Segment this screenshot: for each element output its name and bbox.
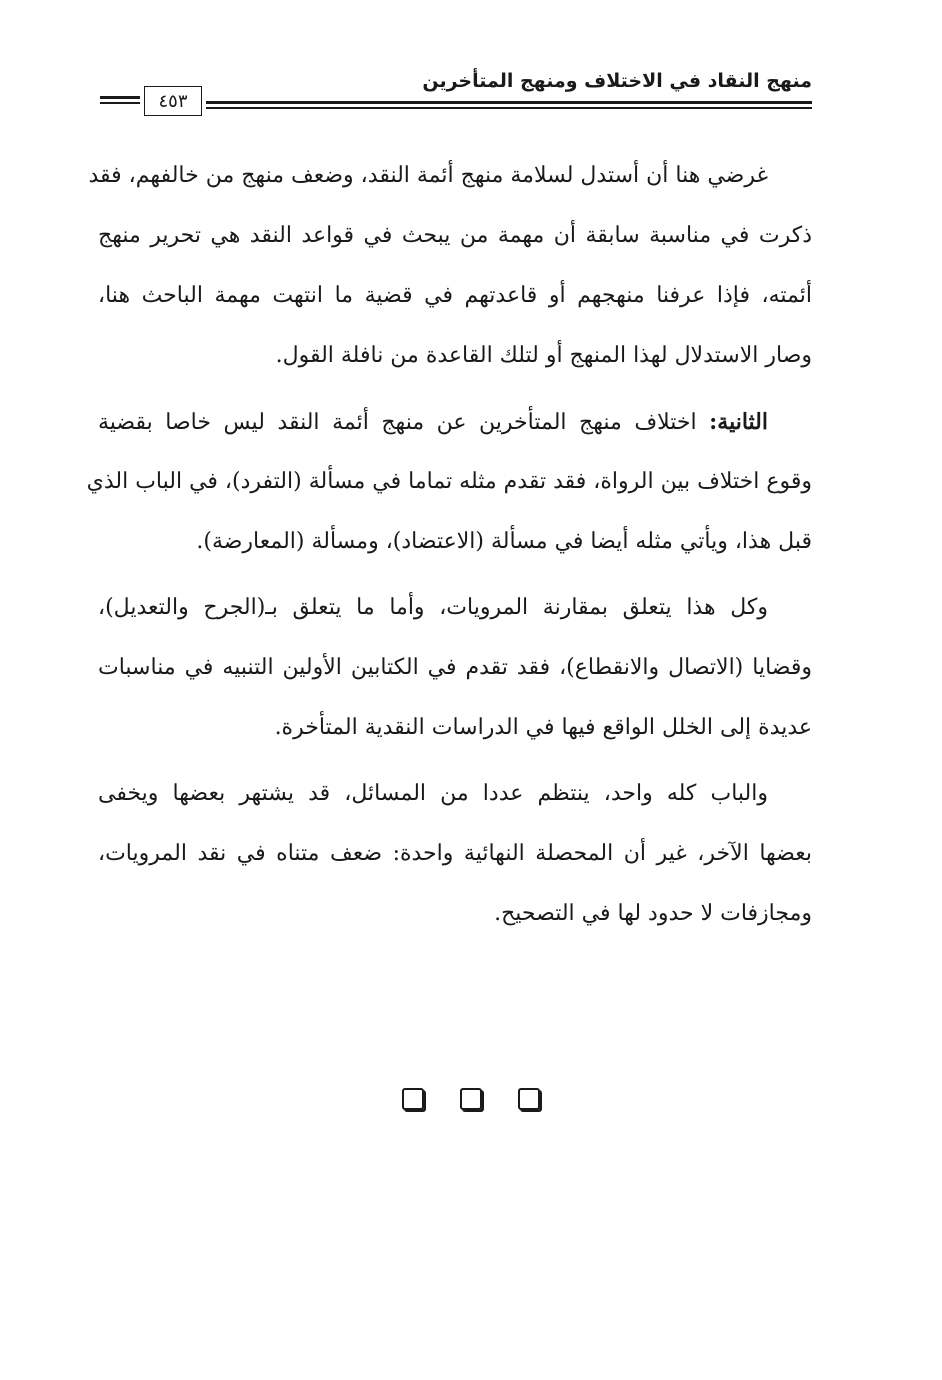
- text-line: ذكرت في مناسبة سابقة أن مهمة من يبحث في قواعد النقد هي تحرير منهج: [98, 223, 812, 248]
- text-line: ومجازفات لا حدود لها في التصحيح.: [494, 901, 812, 926]
- square-ornament-icon: [518, 1088, 540, 1110]
- text-line: غرضي هنا أن أستدل لسلامة منهج أئمة النقد، وضعف منهج من خالفهم، فقد: [88, 163, 768, 188]
- text-line: وكل هذا يتعلق بمقارنة المرويات، وأما ما يتعلق بـ(الجرح والتعديل)،: [98, 595, 768, 620]
- text-line: عديدة إلى الخلل الواقع فيها في الدراسات النقدية المتأخرة.: [274, 715, 812, 740]
- section-lead-term: الثانية:: [709, 409, 768, 435]
- text-line: أئمته، فإذا عرفنا منهجهم أو قاعدتهم في قضية ما انتهت مهمة الباحث هنا،: [98, 283, 812, 308]
- section-end-ornament: [0, 1088, 942, 1110]
- text-line: والباب كله واحد، ينتظم عددا من المسائل، قد يشتهر بعضها ويخفى: [98, 781, 768, 806]
- body-text: [86, 146, 812, 950]
- running-header-title: منهج النقاد في الاختلاف ومنهج المتأخرين: [422, 70, 812, 92]
- header-rule-left: [100, 96, 140, 104]
- square-ornament-icon: [460, 1088, 482, 1110]
- text-line-rest: اختلاف منهج المتأخرين عن منهج أئمة النقد ليس خاصا بقضية: [98, 410, 710, 435]
- paragraph-2: [86, 392, 812, 572]
- paragraph-1: [88, 146, 812, 386]
- paragraph-3: [98, 578, 812, 758]
- square-ornament-icon: [402, 1088, 424, 1110]
- text-line: [98, 392, 812, 452]
- text-line: وصار الاستدلال لهذا المنهج أو لتلك القاعدة من نافلة القول.: [275, 343, 812, 368]
- text-line: وقضايا (الاتصال والانقطاع)، فقد تقدم في الكتابين الأولين التنبيه في مناسبات: [98, 655, 812, 680]
- header-rule-right: [206, 101, 812, 109]
- text-line: بعضها الآخر، غير أن المحصلة النهائية واحدة: ضعف متناه في نقد المرويات،: [98, 841, 812, 866]
- text-line: وقوع اختلاف بين الرواة، فقد تقدم مثله تماما في مسألة (التفرد)، في الباب الذي: [86, 469, 812, 494]
- running-header: [100, 64, 812, 124]
- text-line: قبل هذا، ويأتي مثله أيضا في مسألة (الاعتضاد)، ومسألة (المعارضة).: [196, 529, 812, 554]
- paragraph-4: [98, 764, 812, 944]
- page-number: ٤٥٣: [144, 86, 202, 116]
